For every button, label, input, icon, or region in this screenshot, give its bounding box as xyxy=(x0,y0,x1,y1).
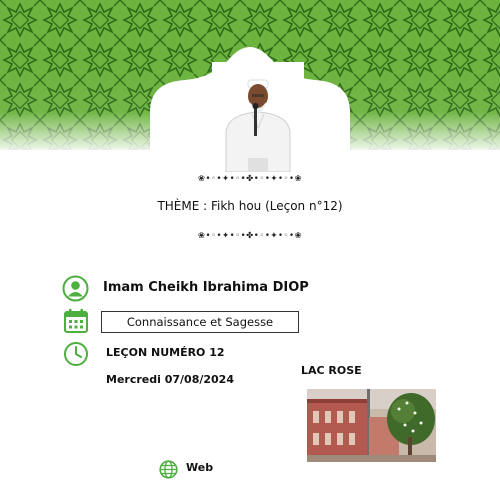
decorative-divider-top: ❀•◦•✦•◦•✤•◦•✦•◦•❀ xyxy=(197,174,303,184)
decorative-divider-bottom: ❀•◦•✦•◦•✤•◦•✦•◦•❀ xyxy=(197,231,303,241)
theme-title: THÈME : Fikh hou (Leçon n°12) xyxy=(157,199,343,213)
web-link[interactable]: Web xyxy=(186,461,214,474)
lesson-date: Mercredi 07/08/2024 xyxy=(106,373,234,386)
user-icon xyxy=(62,275,89,302)
imam-portrait xyxy=(212,62,304,172)
series-title-box: Connaissance et Sagesse xyxy=(101,311,299,333)
location-photo xyxy=(307,389,436,462)
clock-icon xyxy=(63,341,89,367)
speaker-name: Imam Cheikh Ibrahima DIOP xyxy=(103,280,309,295)
location-label: LAC ROSE xyxy=(301,364,362,377)
calendar-icon xyxy=(63,308,89,334)
globe-icon xyxy=(159,460,178,479)
lesson-number: LEÇON NUMÉRO 12 xyxy=(106,346,225,359)
